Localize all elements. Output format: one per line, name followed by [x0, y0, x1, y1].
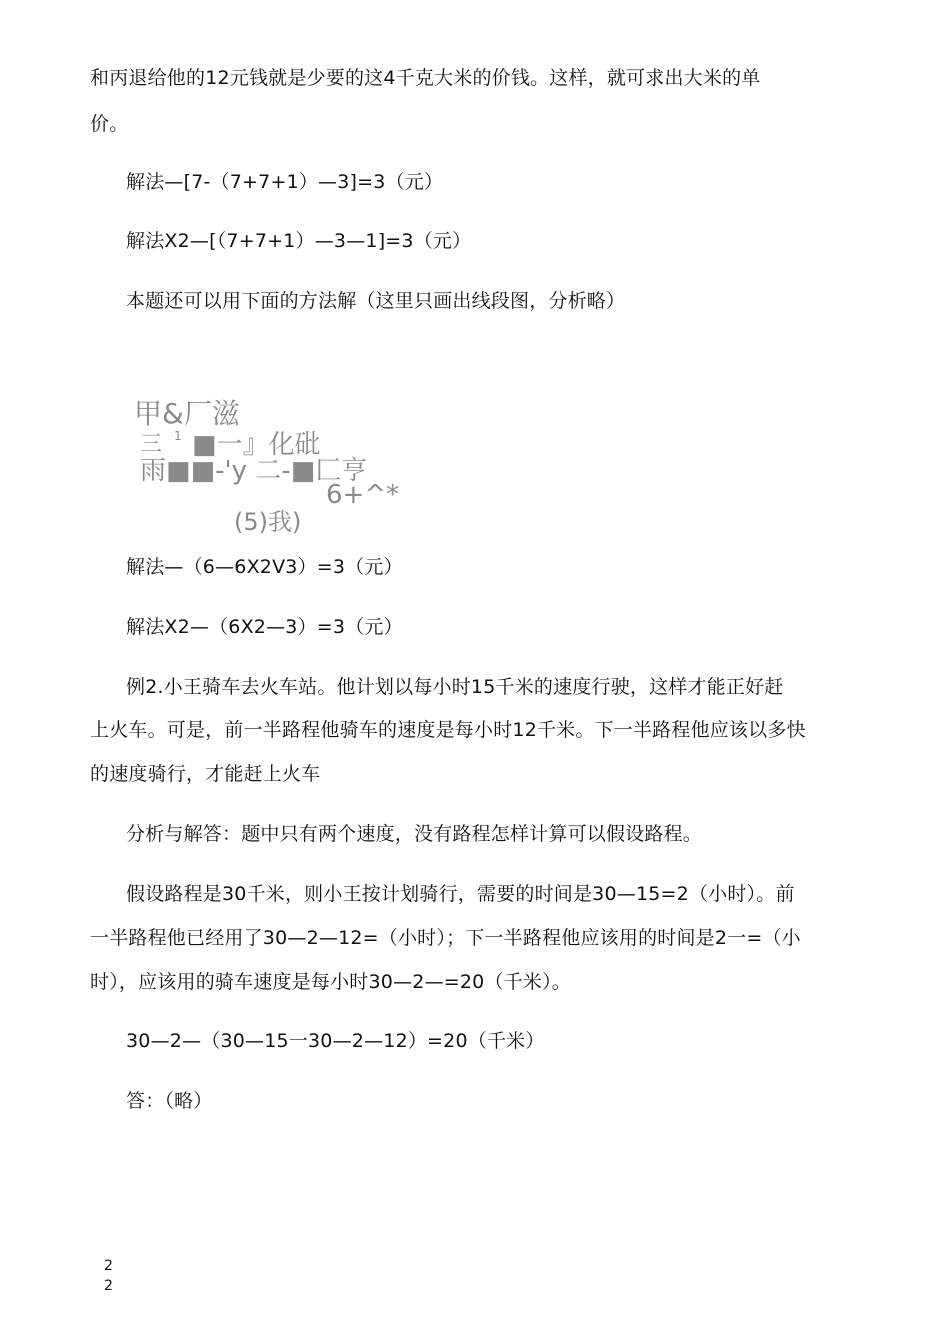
paragraph-line: 价。	[90, 113, 129, 135]
figure-text: (5)我)	[234, 508, 302, 536]
page-number: 2	[104, 1278, 113, 1294]
paragraph-line: 本题还可以用下面的方法解（这里只画出线段图，分析略）	[126, 290, 626, 312]
line-segment-figure	[130, 392, 420, 542]
paragraph-line: 一半路程他已经用了30—2—12=（小时）；下一半路程他应该用的时间是2一=（小	[90, 927, 801, 949]
paragraph-line: 例2.小王骑车去火车站。他计划以每小时15千米的速度行驶，这样才能正好赶	[126, 676, 784, 698]
figure-text: 甲&厂滋	[134, 397, 240, 430]
paragraph-line: 假设路程是30千米，则小王按计划骑行，需要的时间是30—15=2（小时）。前	[126, 883, 795, 905]
paragraph-line: 解法—[7-（7+7+1）—3]=3（元）	[126, 171, 444, 193]
paragraph-line: 解法X2—[（7+7+1）—3—1]=3（元）	[126, 230, 472, 252]
paragraph-line: 答：（略）	[126, 1090, 213, 1112]
figure-text: 三	[140, 432, 163, 457]
paragraph-line: 解法—（6—6X2V3）=3（元）	[126, 556, 403, 578]
paragraph-line: 解法X2—（6X2—3）=3（元）	[126, 616, 403, 638]
figure-text: ■一』化砒	[192, 430, 321, 460]
paragraph-line: 30—2—（30—15一30—2—12）=20（千米）	[126, 1030, 545, 1052]
figure-text: 雨■■-'y 二-■匚亨	[140, 456, 368, 486]
paragraph-line: 的速度骑行，才能赶上火车	[90, 763, 321, 785]
paragraph-line: 时），应该用的骑车速度是每小时30—2—=20（千米）。	[90, 971, 571, 993]
figure-text: 6+^*	[326, 480, 400, 510]
page-number: 2	[104, 1258, 113, 1274]
figure-text: 1	[174, 429, 182, 443]
paragraph-line: 和丙退给他的12元钱就是少要的这4千克大米的价钱。这样，就可求出大米的单	[90, 67, 761, 89]
paragraph-line: 分析与解答：题中只有两个速度，没有路程怎样计算可以假设路程。	[126, 823, 703, 845]
paragraph-line: 上火车。可是，前一半路程他骑车的速度是每小时12千米。下一半路程他应该以多快	[90, 719, 806, 741]
